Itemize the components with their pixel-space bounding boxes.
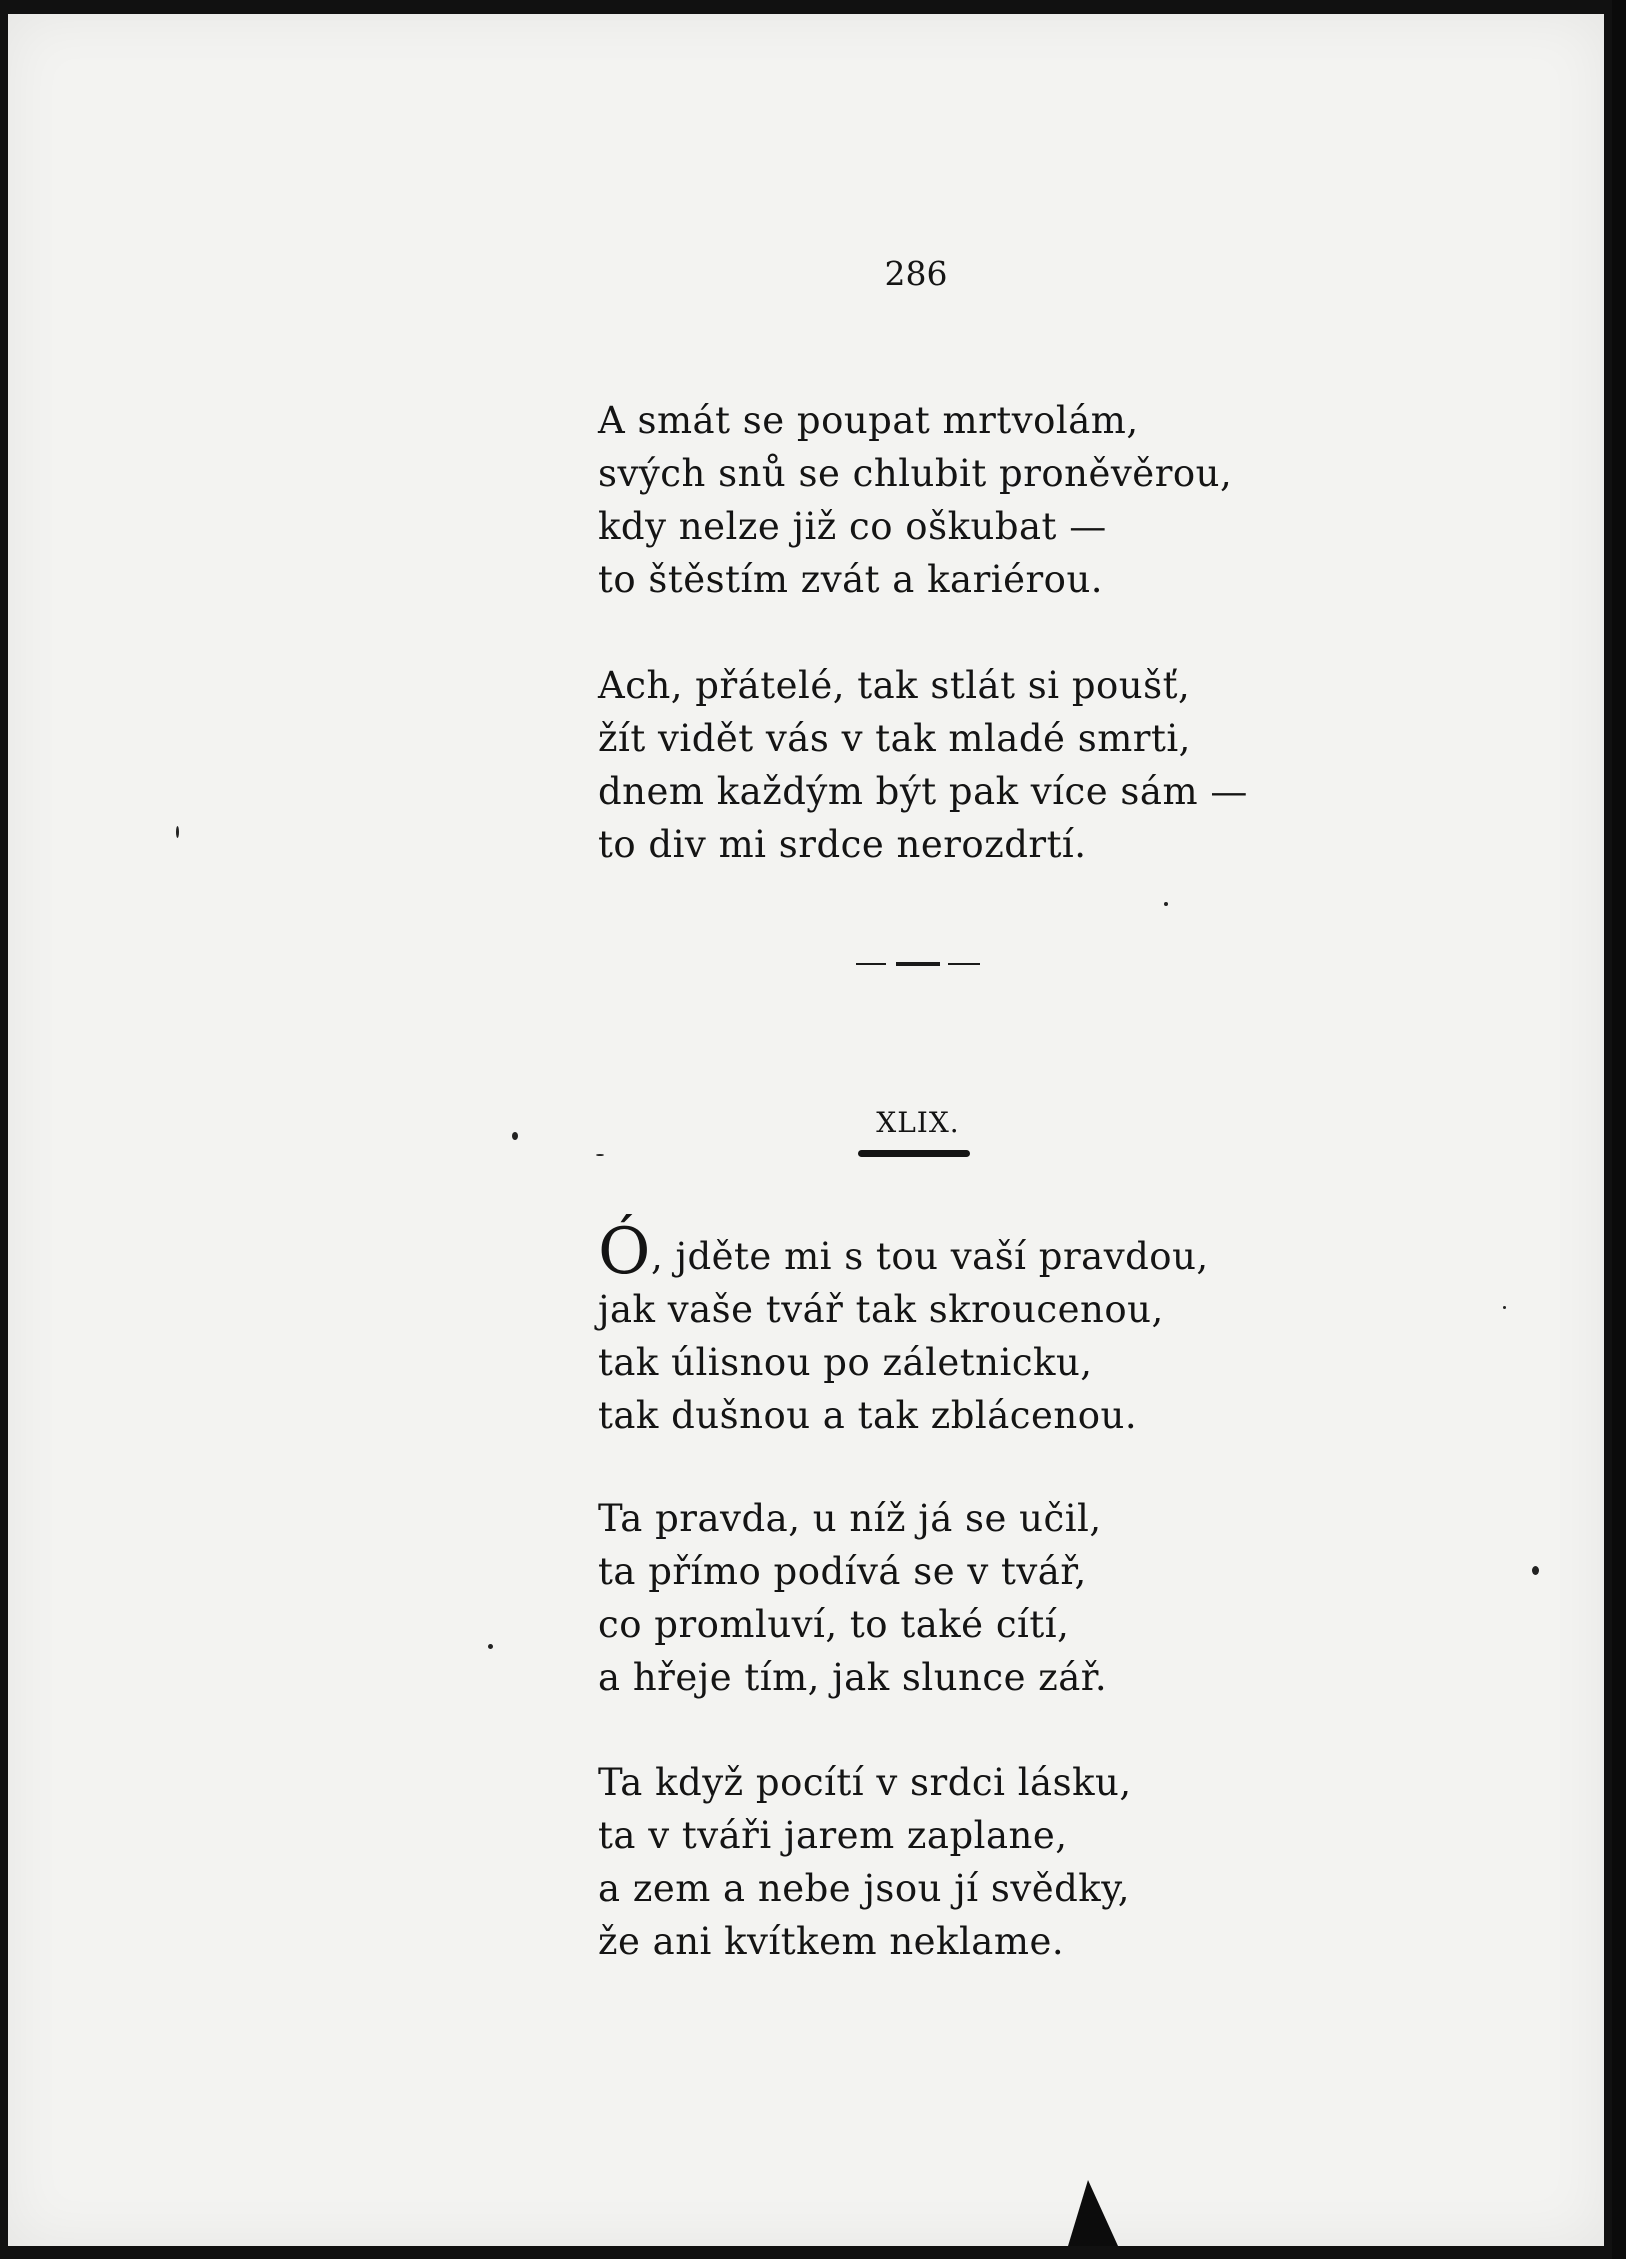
verse-line: A smát se poupat mrtvolám, bbox=[598, 399, 1139, 442]
verse-line: ta v tváři jarem zaplane, bbox=[598, 1814, 1068, 1857]
ornament-dash bbox=[896, 962, 940, 966]
verse-line: žít vidět vás v tak mladé smrti, bbox=[598, 717, 1191, 760]
verse-line: dnem každým být pak více sám — bbox=[598, 770, 1248, 813]
verse-line: že ani kvítkem neklame. bbox=[598, 1920, 1065, 1963]
scan-speck bbox=[1503, 1306, 1506, 1309]
verse-line: Ta když pocítí v srdci lásku, bbox=[598, 1761, 1132, 1804]
section-divider-ornament bbox=[856, 962, 980, 966]
ornament-dash bbox=[856, 963, 886, 965]
verse-line: tak úlisnou po záletnicku, bbox=[598, 1341, 1093, 1384]
scan-speck bbox=[1532, 1566, 1539, 1575]
page-number: 286 bbox=[884, 254, 948, 293]
heading-underline bbox=[858, 1150, 970, 1157]
verse-line: to štěstím zvát a kariérou. bbox=[598, 558, 1104, 601]
verse-line-first bbox=[598, 1215, 1398, 1289]
poem-b-stanza-3 bbox=[598, 1756, 1398, 1968]
section-heading: XLIX. bbox=[876, 1106, 960, 1139]
verse-line: to div mi srdce nerozdrtí. bbox=[598, 823, 1087, 866]
poem-a-stanza-1 bbox=[598, 394, 1398, 606]
ornament-dash bbox=[948, 963, 980, 965]
verse-line: Ta pravda, u níž já se učil, bbox=[598, 1497, 1102, 1540]
book-page bbox=[8, 14, 1604, 2246]
scan-speck bbox=[488, 1644, 493, 1649]
verse-line: a zem a nebe jsou jí svědky, bbox=[598, 1867, 1130, 1910]
scan-speck bbox=[176, 826, 179, 838]
verse-line: svých snů se chlubit proněvěrou, bbox=[598, 452, 1233, 495]
poem-b-stanza-1 bbox=[598, 1215, 1398, 1442]
poem-a-stanza-2 bbox=[598, 659, 1398, 871]
scan-edge-shadow bbox=[1612, 0, 1626, 2259]
first-line-text: , jděte mi s tou vaší pravdou, bbox=[650, 1235, 1209, 1278]
poem-b-stanza-2 bbox=[598, 1492, 1398, 1704]
scan-artifact bbox=[1068, 2180, 1118, 2246]
scan-speck bbox=[1164, 902, 1168, 906]
scan-speck bbox=[596, 1154, 604, 1156]
verse-line: ta přímo podívá se v tvář, bbox=[598, 1550, 1087, 1593]
verse-line: co promluví, to také cítí, bbox=[598, 1603, 1070, 1646]
scan-speck bbox=[512, 1132, 518, 1140]
verse-line: tak dušnou a tak zblácenou. bbox=[598, 1394, 1138, 1437]
verse-line: Ach, přátelé, tak stlát si poušť, bbox=[598, 664, 1191, 707]
verse-line: a hřeje tím, jak slunce zář. bbox=[598, 1656, 1108, 1699]
verse-line: kdy nelze již co oškubat — bbox=[598, 505, 1107, 548]
drop-cap: Ó bbox=[598, 1215, 651, 1289]
verse-line: jak vaše tvář tak skroucenou, bbox=[598, 1288, 1164, 1331]
